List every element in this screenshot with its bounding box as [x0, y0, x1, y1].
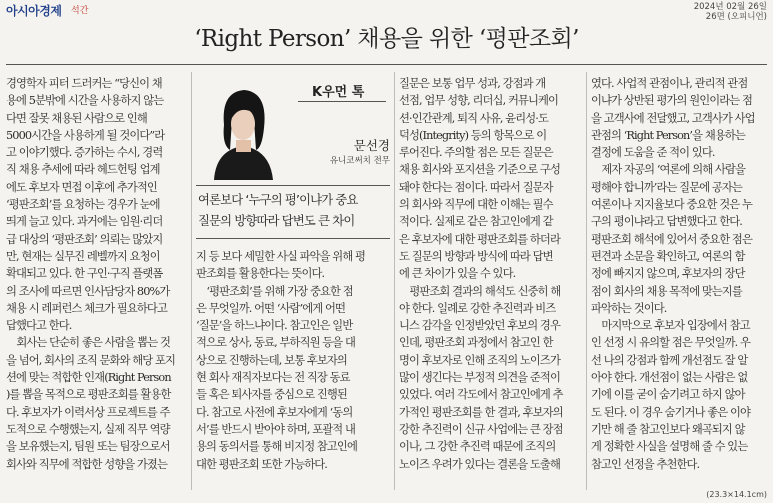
column-series-title: K우먼 톡 [312, 85, 365, 100]
body-text-line: 들 혹은 퇴사자를 중심으로 진행된 [196, 388, 347, 402]
body-text-line: 결정에 도움을 준 적이 있다. [591, 146, 715, 160]
page-section: 26면 (오피니언) [705, 12, 767, 22]
column-divider [394, 72, 395, 490]
body-text-line: 고 이야기했다. 증가하는 수시, 경력 [6, 146, 163, 160]
body-text-line: 회사와 직무에 적합한 성향을 가졌는 [6, 457, 167, 471]
dateline [694, 2, 767, 22]
subhead-top-rule [196, 185, 390, 186]
body-text-line: ‘평판조회’를 위해 가장 중요한 점 [196, 284, 353, 298]
author-name: 문선경 [353, 138, 390, 153]
body-text-line: 이나, 그 강한 추진력 때문에 조직의 [399, 440, 556, 454]
body-text-line: 야 한다. 일례로 강한 추진력과 비즈 [399, 301, 556, 315]
body-column-4 [591, 75, 767, 473]
body-text-line: 급 대상의 ‘평판조회’ 의뢰는 많았지 [6, 232, 163, 246]
body-text-line: 평판조회 해석에 있어서 중요한 점은 [591, 232, 752, 246]
body-text-line: 평판조회 결과의 해석도 신중히 해 [399, 284, 561, 298]
headline-rule [6, 64, 767, 65]
author-photo [196, 80, 291, 180]
body-text-line: 판조회를 활용한다는 뜻이다. [196, 267, 325, 281]
body-text-line: 파악하는 것이다. [591, 301, 667, 315]
article-size-note: (23.3×14.1cm) [706, 490, 767, 499]
body-text-line: 구의 평이냐라고 답변했다고 한다. [591, 215, 742, 229]
body-text-line: 5000시간을 사용하게 될 것이다”라 [6, 128, 165, 142]
body-column-2 [196, 248, 390, 473]
body-text-line: 도적으로 수행했는지, 실제 직무 역량 [6, 422, 170, 436]
body-text-line: 서’를 반드시 받아야 하며, 포괄적 내 [196, 422, 356, 436]
publication-date: 2024년 02월 26일 [693, 2, 767, 12]
body-text-line: 다. 참고로 사전에 후보자에게 ‘동의 [196, 405, 353, 419]
body-text-line: 정에 빠지지 않으며, 후보자의 장단 [591, 267, 745, 281]
body-text-line: 션에 맞는 적합한 인재(Right Person [6, 371, 171, 385]
body-text-line: 게 정확한 사실을 설명해 줄 수 있는 [591, 440, 748, 454]
subhead-line: 여론보다 ‘누구의 평’이냐가 중요 [198, 193, 358, 207]
body-text-line: 마지막으로 후보자 입장에서 참고 [591, 319, 750, 333]
body-text-line: 많이 생긴다는 부정적 의견을 준적이 [399, 371, 560, 385]
body-text-line: 덕성(Integrity) 등의 항목으로 이 [399, 128, 547, 142]
edition-label: 석간 [71, 6, 89, 16]
body-text-line: 은 무엇일까. 어떤 ‘사람’에게 어떤 [196, 301, 346, 315]
body-text-line: 답했다고 한다. [6, 319, 72, 333]
body-text-line: 회사는 단순히 좋은 사람을 뽑는 것 [6, 336, 171, 350]
body-text-line: 지 등 보다 세밀한 사실 파악을 위해 평 [196, 250, 366, 263]
body-text-line: 아야 한다. 개선점이 없는 사람은 없 [591, 371, 748, 385]
body-text-line: 현 회사 재직자보다는 전 직장 동료 [196, 371, 350, 385]
body-text-line: 을 넘어, 회사의 조직 문화와 해당 포지 [6, 353, 176, 367]
body-text-line: 도 된다. 이 경우 숨기거나 좋은 이야 [591, 405, 751, 419]
newspaper-logo: 아시아경제 [6, 4, 62, 18]
body-text-line: 편견과 소문을 확인하고, 여론의 함 [591, 249, 745, 263]
body-text-line: 기에 이를 굳이 숨기려고 하지 않아 [591, 388, 745, 402]
body-text-line: 에 큰 차이가 있을 수 있다. [399, 267, 516, 281]
body-text-line: 채용 회사와 포지션을 기준으로 구성 [399, 163, 560, 177]
body-text-line: ‘질문’을 하느냐이다. 참고인은 일반 [196, 319, 353, 333]
body-text-line: 직 채용 추세에 따라 헤드헌팅 업계 [6, 163, 160, 177]
article-headline: ‘Right Person’ 채용을 위한 ‘평판조회’ [194, 26, 579, 52]
body-text-line: 다. 후보자가 이력서상 프로젝트를 주 [6, 405, 170, 419]
body-text-line: 경영학자 피터 드러커는 “당신이 채 [6, 77, 162, 90]
body-text-line: 가적인 평판조회를 한 결과, 후보자의 [399, 405, 563, 419]
body-text-line: 점이 회사의 채용 목적에 맞는지를 [591, 284, 742, 298]
body-text-line: 기만 해 줄 참고인보다 왜곡되지 않 [591, 422, 745, 436]
body-text-line: 평해야 합니까’라는 질문에 공자는 [591, 180, 742, 194]
body-text-line: 적으로 상사, 동료, 부하직원 등을 대 [196, 336, 356, 350]
body-text-line: 선점, 업무 성향, 리더십, 커뮤니케이 [399, 94, 559, 108]
body-text-line: 질문은 보통 업무 성과, 강점과 개 [399, 77, 546, 90]
body-text-line: 돼야 한다는 점이다. 따라서 질문자 [399, 180, 553, 194]
body-column-1 [6, 75, 188, 473]
body-text-line: 루어진다. 주의할 점은 모든 질문은 [399, 146, 553, 160]
body-text-line: 용에 5분밖에 시간을 사용하지 않는 [6, 94, 164, 108]
body-text-line: 이냐가 상반된 평가의 원인이라는 점 [591, 94, 752, 108]
body-column-3 [399, 75, 581, 473]
body-text-line: 도 질문의 방향과 방식에 따라 답변 [399, 249, 553, 263]
body-text-line: 여론이나 지지율보다 중요한 것은 누 [591, 198, 752, 212]
body-text-line: 였다. 사업적 관점이나, 관리적 관점 [591, 77, 748, 90]
body-text-line: )를 뽑을 목적으로 평판조회를 활용한 [6, 388, 171, 402]
body-text-line: 다면 잘못 채용된 사람으로 인해 [6, 111, 147, 125]
body-text-line: 션·인간관계, 퇴직 사유, 윤리성·도 [399, 111, 549, 125]
body-text-line: 만, 현재는 실무진 레벨까지 요청이 [6, 249, 160, 263]
body-text-line: 채용 시 레퍼런스 체크가 필요하다고 [6, 301, 167, 315]
body-text-line: 노이즈 우려가 있다는 결론을 도출해 [399, 457, 560, 471]
body-text-line: 있었다. 여러 각도에서 참고인에게 추 [399, 388, 563, 402]
body-text-line: 명이 후보자로 인해 조직의 노이즈가 [399, 353, 560, 367]
body-text-line: 니스 감각을 인정받았던 후보의 경우 [399, 319, 560, 333]
body-text-line: 을 고객사에 전달했고, 고객사가 사업 [591, 111, 755, 125]
body-text-line: 인데, 평판조회 과정에서 참고인 한 [399, 336, 553, 350]
body-text-line: ‘평판조회’를 요청하는 경우가 눈에 [6, 198, 160, 212]
body-text-line: 은 후보자에 대한 평판조회를 하더라 [399, 232, 560, 246]
subheadline [198, 190, 392, 232]
column-divider [586, 72, 587, 490]
body-text-line: 띄게 늘고 있다. 과거에는 임원·리더 [6, 215, 163, 229]
body-text-line: 인 선정 시 유의할 점은 무엇일까. 우 [591, 336, 751, 350]
body-text-line: 강한 추진력이 신규 사업에는 큰 장점 [399, 422, 563, 436]
author-portrait-icon [196, 80, 291, 180]
body-text-line: 상으로 진행하는데, 보통 후보자의 [196, 353, 347, 367]
body-text-line: 의 회사와 직무에 대한 이해는 필수 [399, 198, 553, 212]
subhead-line: 질문의 방향따라 답변도 큰 차이 [198, 214, 355, 228]
body-text-line: 에도 후보자 면접 이후에 추가적인 [6, 180, 157, 194]
author-role: 유니코써치 전무 [329, 156, 390, 166]
body-text-line: 적이다. 실제로 같은 참고인에게 같 [399, 215, 553, 229]
body-text-line: 대한 평판조회 또한 가능하다. [196, 457, 327, 471]
body-text-line: 관점의 ‘Right Person’을 채용하는 [591, 128, 745, 142]
body-text-line: 용의 동의서를 통해 비지정 참고인에 [196, 440, 357, 454]
body-text-line: 선 나의 강점과 함께 개선점도 잘 알 [591, 353, 748, 367]
column-divider [191, 72, 192, 490]
body-text-line: 참고인 선정을 추천한다. [591, 457, 700, 471]
body-text-line: 확대되고 있다. 한 구인·구직 플랫폼 [6, 267, 163, 281]
body-text-line: 의 조사에 따르면 인사담당자 80%가 [6, 284, 170, 298]
body-text-line: 제자 자공의 ‘여론에 의해 사람을 [591, 163, 746, 177]
body-text-line: 을 보유했는지, 팀원 또는 팀장으로서 [6, 440, 170, 454]
subhead-bottom-rule [196, 238, 390, 239]
column-title-rule [298, 101, 386, 102]
